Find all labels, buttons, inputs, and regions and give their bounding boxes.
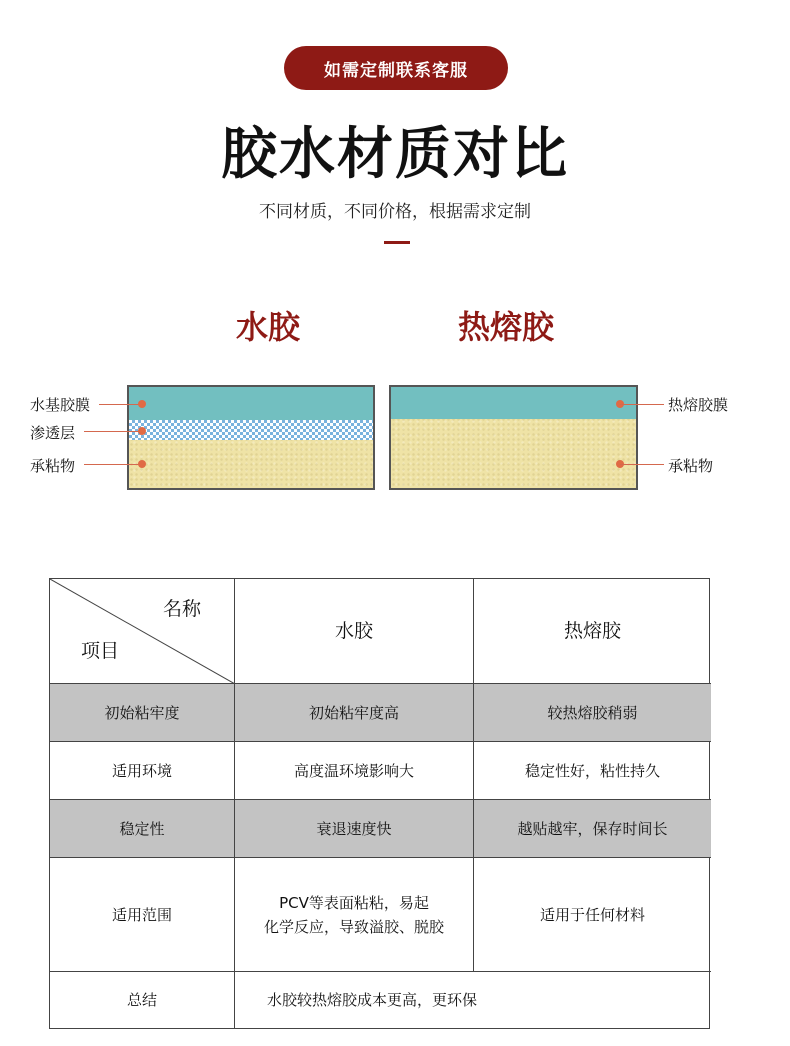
row-water-cell: 衰退速度快 [235, 800, 474, 858]
row-item-cell: 总结 [50, 972, 235, 1028]
water-scope-line-2: 化学反应，导致溢胶、脱胶 [263, 917, 444, 936]
water-glue-diagram [127, 385, 375, 490]
leader-line [84, 431, 141, 432]
row-hot-cell: 适用于任何材料 [474, 858, 711, 972]
corner-diagonal [50, 579, 235, 684]
label-penetration: 渗透层 [30, 424, 76, 442]
corner-name-label: 名称 [163, 598, 202, 620]
label-substrate-left: 承粘物 [30, 457, 76, 475]
table-corner-cell [50, 579, 235, 684]
hot-melt-film-layer [391, 387, 636, 419]
row-water-cell [235, 858, 474, 972]
water-glue-heading: 水胶 [236, 308, 301, 346]
summary-cell: 水胶较热熔胶成本更高，更环保 [267, 991, 478, 1009]
leader-line [620, 404, 664, 405]
leader-line [84, 464, 141, 465]
row-item-cell: 稳定性 [50, 800, 235, 858]
title-divider [384, 241, 410, 244]
row-hot-cell: 较热熔胶稍弱 [474, 684, 711, 742]
header-water: 水胶 [235, 579, 474, 684]
custom-contact-badge[interactable]: 如需定制联系客服 [284, 46, 508, 90]
hot-melt-heading: 热熔胶 [458, 308, 555, 346]
marker-dot [138, 400, 146, 408]
leader-line [99, 404, 141, 405]
row-item-cell: 初始粘牢度 [50, 684, 235, 742]
page-title: 胶水材质对比 [221, 122, 569, 187]
header-hot: 热熔胶 [474, 579, 711, 684]
row-hot-cell: 越贴越牢，保存时间长 [474, 800, 711, 858]
page-subtitle: 不同材质，不同价格，根据需求定制 [259, 202, 531, 222]
label-hot-film: 热熔胶膜 [668, 396, 729, 414]
comparison-table [49, 578, 710, 1029]
label-water-film: 水基胶膜 [30, 396, 91, 414]
row-item-cell: 适用范围 [50, 858, 235, 972]
row-item-cell: 适用环境 [50, 742, 235, 800]
marker-dot [138, 460, 146, 468]
penetration-layer [129, 420, 373, 440]
row-water-cell: 初始粘牢度高 [235, 684, 474, 742]
marker-dot [138, 427, 146, 435]
hot-melt-diagram [389, 385, 638, 490]
row-water-cell: 高度温环境影响大 [235, 742, 474, 800]
leader-line [620, 464, 664, 465]
label-substrate-right: 承粘物 [668, 457, 714, 475]
row-hot-cell: 稳定性好，粘性持久 [474, 742, 711, 800]
corner-item-label: 项目 [81, 640, 120, 662]
water-film-layer [129, 387, 373, 420]
water-scope-line-1: PCV等表面粘粘，易起 [279, 893, 429, 912]
